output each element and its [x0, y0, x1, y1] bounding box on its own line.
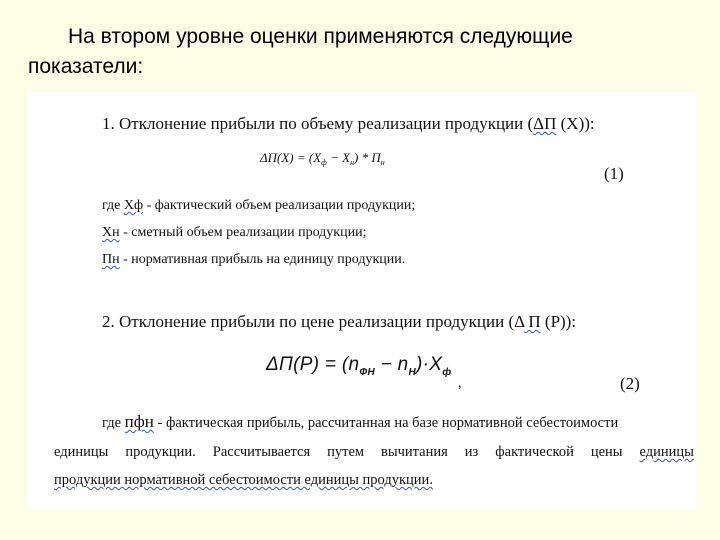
definition-xf: где Хф - фактический объем реализации продукции; — [102, 198, 416, 213]
slide-heading: На втором уровне оценки применяются следующие показатели: — [28, 25, 573, 78]
definition-pfn-line2: единицы продукции. Рассчитывается путем вычитания из фактической цены единицы — [54, 444, 694, 460]
document-image — [26, 92, 696, 510]
formula-1: $\Delta П(Х) = (Х_ф - Х_н) * П_н$ — [260, 150, 385, 167]
item2-title: 2. Отклонение прибыли по цене реализации продукции (Δ П (Р)): — [102, 312, 577, 331]
formula-1-number: (1) — [604, 164, 624, 183]
definition-pfn-line3: продукции нормативной себестоимости единицы продукции. — [54, 472, 433, 488]
definition-xn: Хн - сметный объем реализации продукции; — [102, 225, 367, 240]
formula-2-comma: , — [458, 376, 462, 391]
formula-2-number: (2) — [620, 374, 640, 393]
definition-pn: Пн - нормативная прибыль на единицу продукции. — [102, 252, 406, 267]
formula-2: $\Delta П(Р) = (n_{ФН} - n_Н)\cdot Х_ф$ — [266, 354, 452, 378]
item1-title: 1. Отклонение прибыли по объему реализации продукции (ΔП (Х)): — [102, 114, 595, 133]
definition-pfn: где пфн - фактическая прибыль, рассчитанная на базе нормативной себестоимости — [102, 412, 619, 431]
